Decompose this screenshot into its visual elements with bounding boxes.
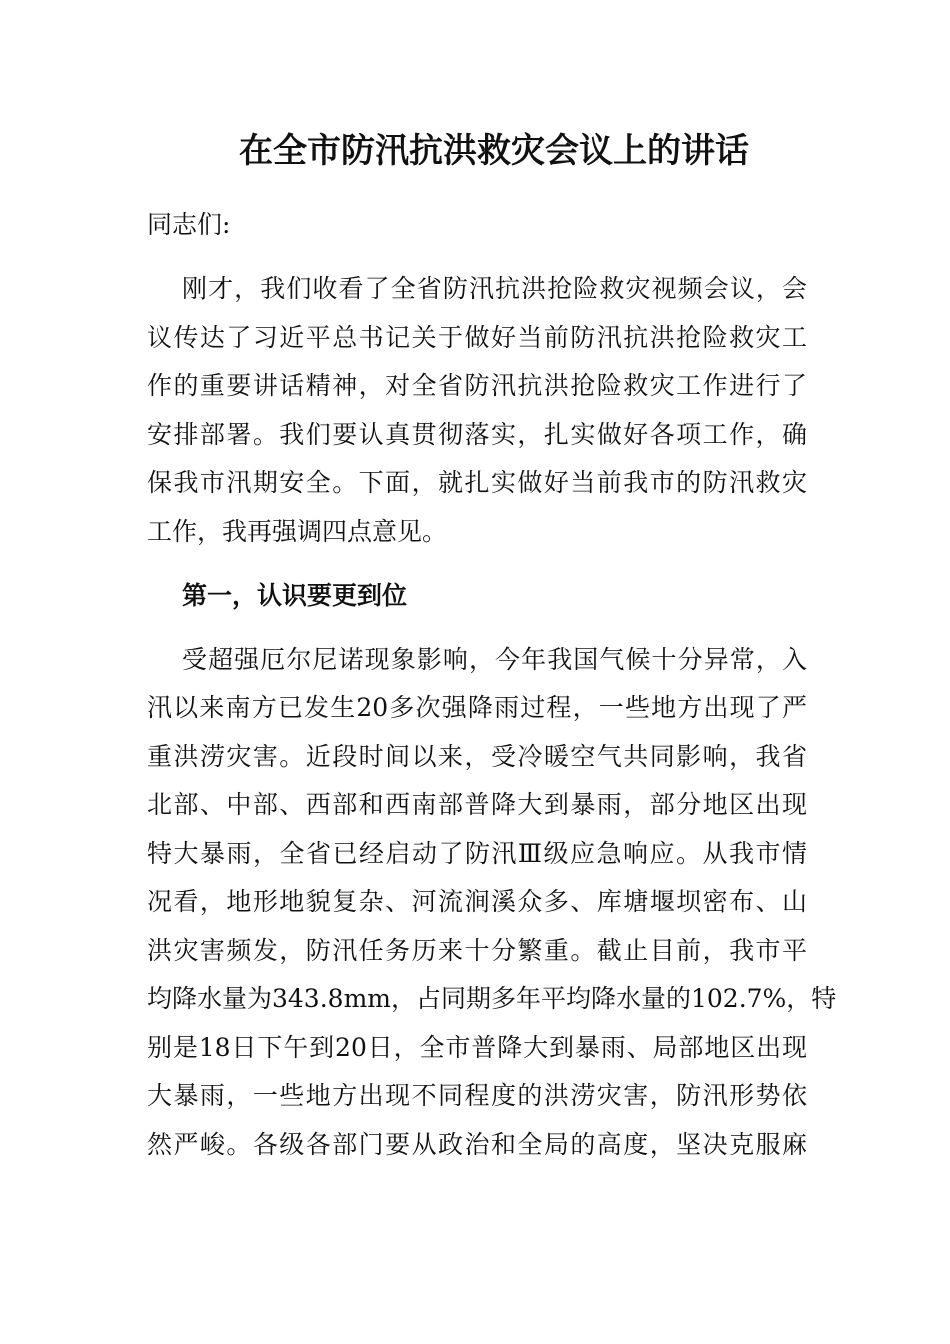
paragraph-line: 作的重要讲话精神，对全省防汛抗洪抢险救灾工作进行了 [147,371,807,400]
paragraph-line: 然严峻。各级各部门要从政治和全局的高度，坚决克服麻 [147,1130,807,1159]
paragraph-line: 大暴雨，一些地方出现不同程度的洪涝灾害，防汛形势依 [147,1081,807,1110]
paragraph-line: 况看，地形地貌复杂、河流涧溪众多、库塘堰坝密布、山 [147,887,807,916]
salutation: 同志们: [147,210,231,239]
paragraph-line: 洪灾害频发，防汛任务历来十分繁重。截止目前，我市平 [147,936,807,965]
paragraph-line: 别是18日下午到20日，全市普降大到暴雨、局部地区出现 [147,1033,807,1062]
paragraph-line: 保我市汛期安全。下面，就扎实做好当前我市的防汛救灾 [147,468,807,497]
paragraph-line: 汛以来南方已发生20多次强降雨过程，一些地方出现了严 [147,693,807,722]
paragraph-line: 特大暴雨，全省已经启动了防汛Ⅲ级应急响应。从我市情 [147,839,807,868]
paragraph-line: 安排部署。我们要认真贯彻落实，扎实做好各项工作，确 [147,420,807,449]
paragraph-line: 刚才，我们收看了全省防汛抗洪抢险救灾视频会议，会 [182,274,807,303]
section-heading: 第一，认识要更到位 [182,581,408,610]
paragraph-line: 议传达了习近平总书记关于做好当前防汛抗洪抢险救灾工 [147,323,807,352]
paragraph-line: 北部、中部、西部和西南部普降大到暴雨，部分地区出现 [147,790,807,819]
paragraph-line: 均降水量为343.8mm，占同期多年平均降水量的102.7%，特 [147,984,837,1013]
paragraph-line: 工作，我再强调四点意见。 [147,517,448,546]
document-title: 在全市防汛抗洪救灾会议上的讲话 [239,131,749,171]
paragraph-line: 受超强厄尔尼诺现象影响，今年我国气候十分异常，入 [182,645,807,674]
paragraph-line: 重洪涝灾害。近段时间以来，受冷暖空气共同影响，我省 [147,742,807,771]
